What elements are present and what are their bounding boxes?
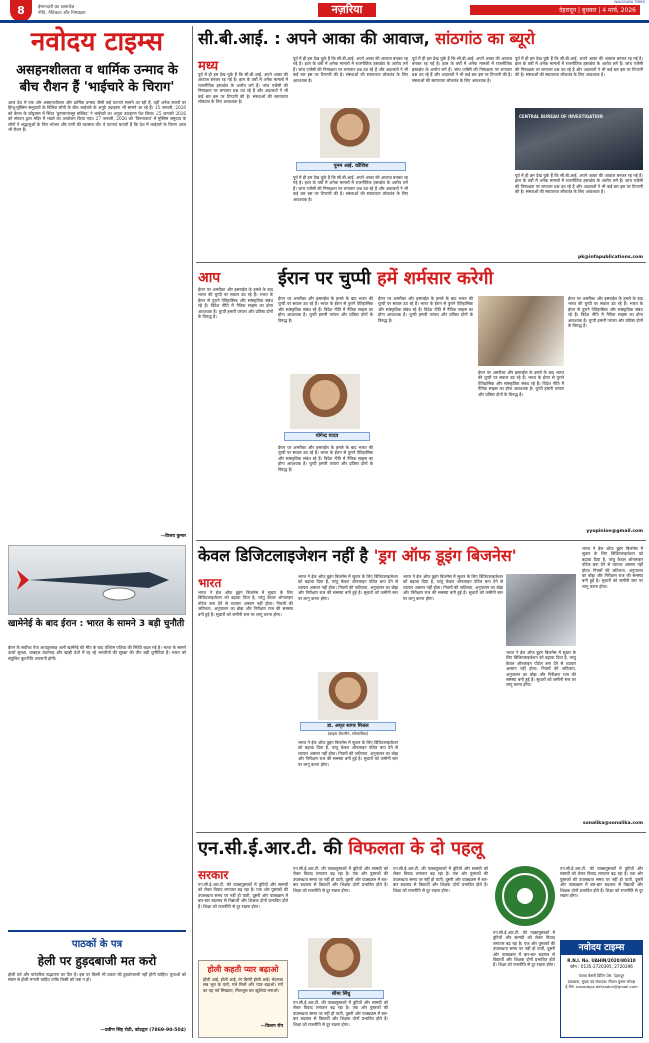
brand-logo: नवोदय टाइम्स bbox=[30, 27, 164, 57]
header-strip bbox=[0, 20, 649, 23]
ncert-body-col2b: एन.सी.ई.आर.टी. की पाठ्यपुस्तकों में त्रुटियों और सामग्री को लेकर विवाद लगातार बढ़ रहा है। एक ओर पुस्तकों की उपलब्धता समय पर नहीं हो पाती, दूसरी ओर पाठ्यक्रम में बार-बार बदलाव से विद्यार्थी और शिक्षक दोनों प्रभावित होते हैं। शिक्षा को राजनीति से दूर रखना होगा। bbox=[293, 1000, 388, 1027]
letters-headline: हेली पर हुड़दबाजी मत करो bbox=[37, 954, 157, 968]
cbi-author-email: pk@infapublications.com bbox=[577, 255, 643, 260]
cbi-body-col4: पूर्व में ही हम देख चुके हैं कि सी.बी.आई. अपने आका की आवाज बनकर रह गई है। हाल के वर्षों में अनेक मामलों में राजनीतिक हस्तक्षेप के आरोप लगे हैं। जांच एजेंसी की निष्पक्षता पर लगातार प्रश्न उठ रहे हैं और अदालतों ने भी कई बार इस पर टिप्पणी की है। संस्थाओं की स्वायत्तता लोकतंत्र के लिए आवश्यक है। bbox=[515, 56, 643, 78]
imprint-line-1: पंजाब केसरी प्रिंटिंग प्रेस, देहरादून bbox=[578, 973, 625, 978]
holi-body: होली आई, होली आई, रंग बिरंगी होली आई। भेदभाव सब भूल के यारो, गले मिलो और प्यार बढ़ाओ। रंगों का यह पर्व सिखाता, मिलजुल कर खुशियां मनाओ। bbox=[203, 977, 283, 993]
iran-body-col3: ईरान पर अमरीका और इसराईल के हमले के बाद भारत की चुप्पी पर सवाल उठ रहे हैं। भारत के ईरान से पुराने ऐतिहासिक और सांस्कृतिक संबंध रहे हैं। विदेश नीति में नैतिक साहस का होना आवश्यक है। चुप्पी हमारी परंपरा और प्रतिष्ठा दोनों के विरुद्ध है। bbox=[378, 296, 473, 323]
iran-body-col5: ईरान पर अमरीका और इसराईल के हमले के बाद भारत की चुप्पी पर सवाल उठ रहे हैं। भारत के ईरान से पुराने ऐतिहासिक और सांस्कृतिक संबंध रहे हैं। विदेश नीति में नैतिक साहस का होना आवश्यक है। चुप्पी हमारी परंपरा और प्रतिष्ठा दोनों के विरुद्ध है। bbox=[568, 296, 643, 329]
ncert-emblem-icon bbox=[495, 866, 555, 926]
cbi-headline-prefix: सी.बी.आई. : अपने आका की आवाज, bbox=[198, 29, 436, 48]
ncert-drop-cap: सरकार bbox=[198, 868, 229, 882]
cbi-headline bbox=[198, 28, 642, 50]
ncert-body-col1: एन.सी.ई.आर.टी. की पाठ्यपुस्तकों में त्रुटियों और सामग्री को लेकर विवाद लगातार बढ़ रहा है। एक ओर पुस्तकों की उपलब्धता समय पर नहीं हो पाती, दूसरी ओर पाठ्यक्रम में बार-बार बदलाव से विद्यार्थी और शिक्षक दोनों प्रभावित होते हैं। शिक्षा को राजनीति से दूर रखना होगा। bbox=[198, 882, 288, 909]
drugs-body-col2: भारत ने ईज ऑफ डूइंग बिजनेस में सुधार के लिए डिजिटलाइजेशन को बढ़ावा दिया है, परंतु केवल ऑनलाइन पोर्टल बना देने से व्यापार आसान नहीं होता। नियमों की जटिलता, अनुपालन का बोझ और निरीक्षण राज की समस्या बनी हुई है। सुधारों को जमीनी स्तर पर लागू करना होगा। bbox=[298, 574, 398, 601]
drugs-headline bbox=[198, 546, 578, 566]
iran-quote-word: आप bbox=[198, 270, 221, 286]
section-divider-3 bbox=[196, 832, 646, 833]
letters-header: पाठकों के पत्र bbox=[71, 939, 123, 950]
ncert-author-photo bbox=[308, 938, 372, 988]
iran-body-col2: ईरान पर अमरीका और इसराईल के हमले के बाद भारत की चुप्पी पर सवाल उठ रहे हैं। भारत के ईरान से पुराने ऐतिहासिक और सांस्कृतिक संबंध रहे हैं। विदेश नीति में नैतिक साहस का होना आवश्यक है। चुप्पी हमारी परंपरा और प्रतिष्ठा दोनों के विरुद्ध है। bbox=[278, 296, 373, 323]
cbi-photo-label: CENTRAL BUREAU OF INVESTIGATION bbox=[519, 114, 603, 119]
masthead-taglines bbox=[38, 5, 178, 17]
cbi-author-photo bbox=[320, 108, 380, 158]
drugs-body-col4: भारत ने ईज ऑफ डूइंग बिजनेस में सुधार के लिए डिजिटलाइजेशन को बढ़ावा दिया है, परंतु केवल ऑनलाइन पोर्टल बना देने से व्यापार आसान नहीं होता। नियमों की जटिलता, अनुपालन का बोझ और निरीक्षण राज की समस्या बनी हुई है। सुधारों को जमीनी स्तर पर लागू करना होगा। bbox=[506, 650, 576, 688]
imprint-phone: फोन : 0135-2720395, 2720396 bbox=[570, 964, 633, 969]
drugs-author-photo bbox=[318, 672, 378, 720]
drugs-body-col2b: भारत ने ईज ऑफ डूइंग बिजनेस में सुधार के लिए डिजिटलाइजेशन को बढ़ावा दिया है, परंतु केवल ऑनलाइन पोर्टल बना देने से व्यापार आसान नहीं होता। नियमों की जटिलता, अनुपालन का बोझ और निरीक्षण राज की समस्या बनी हुई है। सुधारों को जमीनी स्तर पर लागू करना होगा। bbox=[298, 740, 398, 767]
ncert-headline-black: एन.सी.ई.आर.टी. की bbox=[198, 838, 349, 859]
letters-signature: —प्रवीण सिंह रोठी, कोटद्वार (7869-90-504) bbox=[100, 1028, 186, 1033]
tagline-1: ईमानदारी का दस्तावेज़ bbox=[38, 5, 75, 10]
drugs-body-col1: भारत ने ईज ऑफ डूइंग बिजनेस में सुधार के लिए डिजिटलाइजेशन को बढ़ावा दिया है, परंतु केवल ऑनलाइन पोर्टल बना देने से व्यापार आसान नहीं होता। नियमों की जटिलता, अनुपालन का बोझ और निरीक्षण राज की समस्या बनी हुई है। सुधारों को जमीनी स्तर पर लागू करना होगा। bbox=[198, 590, 293, 617]
iran-author-name: योगेन्द्र यादव bbox=[284, 432, 370, 441]
iran-body-col1: ईरान पर अमरीका और इसराईल के हमले के बाद भारत की चुप्पी पर सवाल उठ रहे हैं। भारत के ईरान से पुराने ऐतिहासिक और सांस्कृतिक संबंध रहे हैं। विदेश नीति में नैतिक साहस का होना आवश्यक है। चुप्पी हमारी परंपरा और प्रतिष्ठा दोनों के विरुद्ध है। bbox=[198, 287, 273, 320]
ncert-logo bbox=[495, 866, 555, 926]
drugs-author-name: डा. अमृत सागर मित्तल bbox=[300, 722, 396, 731]
cbi-body-col1: पूर्व में ही हम देख चुके हैं कि सी.बी.आई. अपने आका की आवाज बनकर रह गई है। हाल के वर्षों में अनेक मामलों में राजनीतिक हस्तक्षेप के आरोप लगे हैं। जांच एजेंसी की निष्पक्षता पर लगातार प्रश्न उठ रहे हैं और अदालतों ने भी कई बार इस पर टिप्पणी की है। संस्थाओं की स्वायत्तता लोकतंत्र के लिए आवश्यक है। bbox=[198, 72, 288, 105]
imprint-line-2: प्रकाशक, मुद्रक एवं संपादक: विजय कुमार चोपड़ा bbox=[567, 978, 636, 984]
iran-body-col2b: ईरान पर अमरीका और इसराईल के हमले के बाद भारत की चुप्पी पर सवाल उठ रहे हैं। भारत के ईरान से पुराने ऐतिहासिक और सांस्कृतिक संबंध रहे हैं। विदेश नीति में नैतिक साहस का होना आवश्यक है। चुप्पी हमारी परंपरा और प्रतिष्ठा दोनों के विरुद्ध है। bbox=[278, 445, 373, 472]
editorial-headline: असहनशीलता व धार्मिक उन्माद के बीच रौशन हैं 'भाईचारे के चिराग' bbox=[16, 63, 178, 95]
page-number: 8 bbox=[10, 0, 32, 22]
ncert-body-col3: एन.सी.ई.आर.टी. की पाठ्यपुस्तकों में त्रुटियों और सामग्री को लेकर विवाद लगातार बढ़ रहा है। एक ओर पुस्तकों की उपलब्धता समय पर नहीं हो पाती, दूसरी ओर पाठ्यक्रम में बार-बार बदलाव से विद्यार्थी और शिक्षक दोनों प्रभावित होते हैं। शिक्षा को राजनीति से दूर रखना होगा। bbox=[393, 866, 488, 893]
letters-body: होली पर्व और पारंपरिक सद्भावना का दिन है। इस पर किसी भी प्रकार की हुड़दंगबाजी नहीं होनी चाहिए। युवाओं को संयम से होली मनानी चाहिए ताकि किसी को कष्ट न हो। bbox=[8, 972, 186, 983]
imprint-rni: R.N.I. No. UAHIN/2020/80310 bbox=[567, 958, 636, 963]
editorial-signature: —विजय कुमार bbox=[160, 534, 186, 539]
cbi-body-col3: पूर्व में ही हम देख चुके हैं कि सी.बी.आई. अपने आका की आवाज बनकर रह गई है। हाल के वर्षों में अनेक मामलों में राजनीतिक हस्तक्षेप के आरोप लगे हैं। जांच एजेंसी की निष्पक्षता पर लगातार प्रश्न उठ रहे हैं और अदालतों ने भी कई बार इस पर टिप्पणी की है। संस्थाओं की स्वायत्तता लोकतंत्र के लिए आवश्यक है। bbox=[412, 56, 512, 83]
iran-author-email: yyopinion@gmail.com bbox=[586, 529, 643, 534]
ncert-headline-red: विफलता के दो पहलू bbox=[348, 838, 483, 859]
cbi-author-name: पूनम आई. कौशिश bbox=[296, 162, 406, 171]
imprint-brand: नवोदय टाइम्स bbox=[561, 941, 642, 955]
cbi-body-col2: पूर्व में ही हम देख चुके हैं कि सी.बी.आई. अपने आका की आवाज बनकर रह गई है। हाल के वर्षों में अनेक मामलों में राजनीतिक हस्तक्षेप के आरोप लगे हैं। जांच एजेंसी की निष्पक्षता पर लगातार प्रश्न उठ रहे हैं और अदालतों ने भी कई बार इस पर टिप्पणी की है। संस्थाओं की स्वायत्तता लोकतंत्र के लिए आवश्यक है। bbox=[293, 56, 408, 83]
drugs-headline-black: केवल डिजिटलाइजेशन नहीं है bbox=[198, 546, 374, 565]
holi-headline: होली कहती प्यार बढ़ाओ bbox=[207, 965, 279, 974]
drugs-headline-red: 'ड्रग ऑफ डूइंग बिजनेस' bbox=[373, 546, 517, 565]
section-divider-1 bbox=[196, 262, 646, 263]
ncert-headline bbox=[198, 838, 642, 860]
ncert-body-col5: एन.सी.ई.आर.टी. की पाठ्यपुस्तकों में त्रुटियों और सामग्री को लेकर विवाद लगातार बढ़ रहा है। एक ओर पुस्तकों की उपलब्धता समय पर नहीं हो पाती, दूसरी ओर पाठ्यक्रम में बार-बार बदलाव से विद्यार्थी और शिक्षक दोनों प्रभावित होते हैं। शिक्षा को राजनीति से दूर रखना होगा। bbox=[560, 866, 643, 899]
drugs-body-col5: भारत ने ईज ऑफ डूइंग बिजनेस में सुधार के लिए डिजिटलाइजेशन को बढ़ावा दिया है, परंतु केवल ऑनलाइन पोर्टल बना देने से व्यापार आसान नहीं होता। नियमों की जटिलता, अनुपालन का बोझ और निरीक्षण राज की समस्या बनी हुई है। सुधारों को जमीनी स्तर पर लागू करना होगा। bbox=[582, 546, 643, 589]
missile-icon bbox=[9, 546, 185, 614]
missile-headline: खामेनेई के बाद ईरान : भारत के सामने 3 बड़ी चुनौती bbox=[8, 619, 185, 629]
drugs-body-col3: भारत ने ईज ऑफ डूइंग बिजनेस में सुधार के लिए डिजिटलाइजेशन को बढ़ावा दिया है, परंतु केवल ऑनलाइन पोर्टल बना देने से व्यापार आसान नहीं होता। नियमों की जटिलता, अनुपालन का बोझ और निरीक्षण राज की समस्या बनी हुई है। सुधारों को जमीनी स्तर पर लागू करना होगा। bbox=[403, 574, 503, 601]
column-divider bbox=[192, 26, 193, 1038]
drugs-photo bbox=[506, 574, 576, 646]
iran-body-col4: ईरान पर अमरीका और इसराईल के हमले के बाद भारत की चुप्पी पर सवाल उठ रहे हैं। भारत के ईरान से पुराने ऐतिहासिक और सांस्कृतिक संबंध रहे हैं। विदेश नीति में नैतिक साहस का होना आवश्यक है। चुप्पी हमारी परंपरा और प्रतिष्ठा दोनों के विरुद्ध है। bbox=[478, 370, 564, 397]
holi-box bbox=[198, 960, 288, 1038]
cbi-body-col2b: पूर्व में ही हम देख चुके हैं कि सी.बी.आई. अपने आका की आवाज बनकर रह गई है। हाल के वर्षों में अनेक मामलों में राजनीतिक हस्तक्षेप के आरोप लगे हैं। जांच एजेंसी की निष्पक्षता पर लगातार प्रश्न उठ रहे हैं और अदालतों ने भी कई बार इस पर टिप्पणी की है। संस्थाओं की स्वायत्तता लोकतंत्र के लिए आवश्यक है। bbox=[293, 175, 408, 202]
ncert-body-col2: एन.सी.ई.आर.टी. की पाठ्यपुस्तकों में त्रुटियों और सामग्री को लेकर विवाद लगातार बढ़ रहा है। एक ओर पुस्तकों की उपलब्धता समय पर नहीं हो पाती, दूसरी ओर पाठ्यक्रम में बार-बार बदलाव से विद्यार्थी और शिक्षक दोनों प्रभावित होते हैं। शिक्षा को राजनीति से दूर रखना होगा। bbox=[293, 866, 388, 893]
iran-headline-red: हमें शर्मसार करेगी bbox=[377, 268, 494, 289]
iran-photo bbox=[478, 296, 564, 366]
drugs-drop-cap: भारत bbox=[198, 576, 222, 590]
editorial-body: आज देश में एक ओर असहनशीलता और धार्मिक उन्माद जैसी कई घटनाएं सामने आ रही हैं, वहीं अनेक स्थानों पर हिन्दू-मुस्लिम समुदायों के विभिन्न लोगों के बीच भाईचारे के अनूठे उदाहरण भी सामने आ रहे हैं। 15 जनवरी, 2026 को केरल के कोट्टायम में स्थित 'कुमारानल्लूर मस्जिद' ने भाईचारे का अनूठा उदाहरण पेश किया। 25 जनवरी 2026 को संगठन द्वारा मंदिर में भंडारे का आयोजन किया गया। 27 जनवरी, 2026 को 'तिरुनावाय' में मुस्लिम समुदाय के लोगों ने श्रद्धालुओं के लिए भोजन और पानी की व्यवस्था की। ये घटनाएं बताती हैं कि देश में भाईचारे के चिराग आज भी रौशन हैं। bbox=[8, 100, 186, 133]
cbi-body-col4b: पूर्व में ही हम देख चुके हैं कि सी.बी.आई. अपने आका की आवाज बनकर रह गई है। हाल के वर्षों में अनेक मामलों में राजनीतिक हस्तक्षेप के आरोप लगे हैं। जांच एजेंसी की निष्पक्षता पर लगातार प्रश्न उठ रहे हैं और अदालतों ने भी कई बार इस पर टिप्पणी की है। संस्थाओं की स्वायत्तता लोकतंत्र के लिए आवश्यक है। bbox=[515, 173, 643, 195]
letters-box bbox=[8, 930, 186, 1035]
missile-body: ईरान के सर्वोच्च नेता आयतुल्लाह अली खामेनेई की मौत के बाद पश्चिम एशिया की स्थिति बदल गई है। भारत के सामने ऊर्जा सुरक्षा, चाबहार बंदरगाह और खाड़ी देशों में रह रहे भारतीयों की सुरक्षा की तीन बड़ी चुनौतियां हैं। भारत को संतुलित कूटनीति अपनानी होगी। bbox=[8, 645, 186, 661]
cbi-headline-accent: सांठगांठ का ब्यूरो bbox=[435, 29, 535, 48]
cbi-photo bbox=[515, 108, 643, 170]
imprint-box bbox=[560, 940, 643, 1038]
paper-code: NAVODAYA TIMES bbox=[614, 0, 645, 4]
iran-headline bbox=[278, 268, 642, 290]
cbi-drop-cap: मध्य bbox=[198, 59, 219, 74]
drugs-author-email: sonalika@sonalika.com bbox=[582, 821, 643, 826]
drugs-author-title: (वाइस चेयरमैन, सोनालीका) bbox=[327, 731, 369, 736]
dateline: देहरादून | बुधवार | 4 मार्च, 2026 bbox=[470, 5, 640, 15]
ncert-body-col4: एन.सी.ई.आर.टी. की पाठ्यपुस्तकों में त्रुटियों और सामग्री को लेकर विवाद लगातार बढ़ रहा है। एक ओर पुस्तकों की उपलब्धता समय पर नहीं हो पाती, दूसरी ओर पाठ्यक्रम में बार-बार बदलाव से विद्यार्थी और शिक्षक दोनों प्रभावित होते हैं। शिक्षा को राजनीति से दूर रखना होगा। bbox=[493, 930, 555, 968]
iran-author-photo bbox=[290, 374, 360, 429]
iran-headline-black: ईरान पर चुप्पी bbox=[278, 268, 378, 289]
imprint-line-3: ई-मेल: navodaya.dehradun@gmail.com bbox=[565, 984, 638, 989]
section-divider-2 bbox=[196, 540, 646, 541]
column-label: नज़रिया bbox=[318, 3, 376, 17]
ncert-author-name: सीमा सिंधु bbox=[298, 990, 384, 999]
missile-illustration bbox=[8, 545, 186, 615]
tagline-2: नीति, नैतिकता और निष्पक्षता bbox=[38, 11, 86, 16]
holi-signature: —किशन रॉय bbox=[260, 1024, 283, 1029]
